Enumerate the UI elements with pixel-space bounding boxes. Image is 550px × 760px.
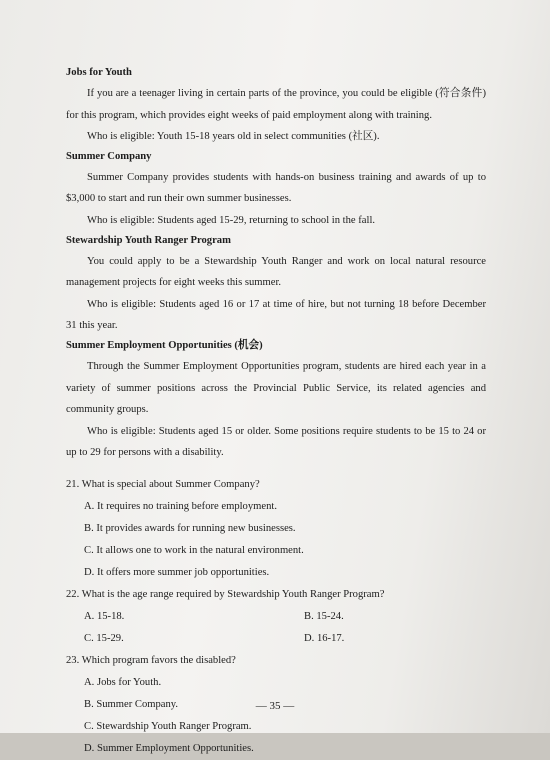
option-b: B. It provides awards for running new businesses. bbox=[84, 522, 296, 534]
eligibility-jobs-for-youth: Who is eligible: Youth 15-18 years old in select communities (社区). bbox=[87, 131, 380, 143]
question-stem: 22. What is the age range required by Stewardship Youth Ranger Program? bbox=[66, 588, 385, 600]
section-title-jobs-for-youth: Jobs for Youth bbox=[66, 67, 132, 78]
page-number: — 35 — bbox=[255, 700, 295, 712]
eligibility-summer-company: Who is eligible: Students aged 15-29, returning to school in the fall. bbox=[87, 214, 376, 226]
option-a: A. Jobs for Youth. bbox=[84, 676, 162, 688]
eligibility-summer-employment: Who is eligible: Students aged 15 or older. Some positions require students to be 15 to 24 or up to 29 for persons with a disability. bbox=[66, 425, 486, 459]
option-row bbox=[66, 628, 486, 650]
section-body-summer-company: Summer Company provides students with hands-on business training and awards of up to $3,000 to start and run their own summer businesses. bbox=[66, 171, 486, 205]
eligibility-stewardship: Who is eligible: Students aged 16 or 17 at time of hire, but not turning 18 before December 31 this year. bbox=[66, 298, 486, 332]
option-c: C. Stewardship Youth Ranger Program. bbox=[84, 720, 252, 732]
option-a: A. 15-18. bbox=[84, 610, 125, 622]
question-stem: 21. What is special about Summer Company? bbox=[66, 478, 260, 490]
option-row bbox=[66, 606, 486, 628]
question-21 bbox=[66, 474, 486, 584]
option-b: B. Summer Company. bbox=[84, 698, 179, 710]
option-d: D. 16-17. bbox=[304, 632, 345, 644]
section-title-stewardship: Stewardship Youth Ranger Program bbox=[66, 234, 231, 246]
section-body-summer-employment: Through the Summer Employment Opportunities program, students are hired each year in a variety of summer positions across the Provincial Public Service, its related agencies and community groups. bbox=[66, 360, 486, 416]
question-stem: 23. Which program favors the disabled? bbox=[66, 654, 236, 666]
section-title-summer-employment: Summer Employment Opportunities (机会) bbox=[66, 339, 263, 351]
section-body-jobs-for-youth: If you are a teenager living in certain parts of the province, you could be eligible (符合条件) for this program, which provides eight weeks of paid employment along with training. bbox=[66, 88, 486, 121]
option-a: A. It requires no training before employment. bbox=[84, 500, 277, 512]
option-c: C. 15-29. bbox=[84, 632, 124, 644]
option-c: C. It allows one to work in the natural environment. bbox=[84, 544, 304, 556]
option-d: D. It offers more summer job opportunities. bbox=[84, 566, 270, 578]
option-d: D. Summer Employment Opportunities. bbox=[84, 742, 254, 754]
section-body-stewardship: You could apply to be a Stewardship Youth Ranger and work on local natural resource management projects for eight weeks this summer. bbox=[66, 255, 486, 289]
option-b: B. 15-24. bbox=[304, 610, 344, 622]
document-body bbox=[66, 64, 486, 760]
question-22 bbox=[66, 584, 486, 650]
section-title-summer-company: Summer Company bbox=[66, 150, 152, 162]
